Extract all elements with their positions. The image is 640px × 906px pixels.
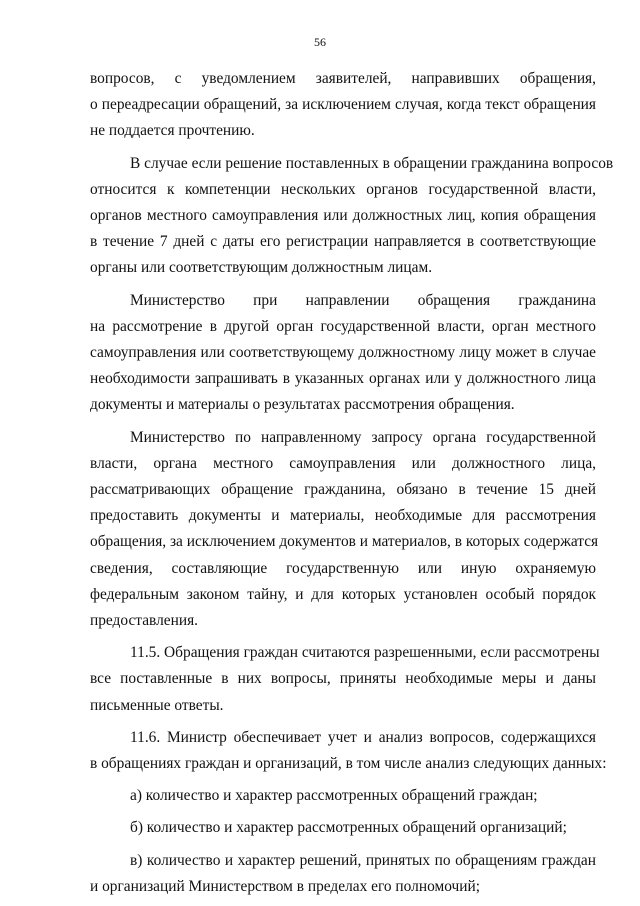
text-line: не поддается прочтению. bbox=[90, 122, 255, 140]
text-line: необходимости запрашивать в указанных органах или у должностного лица bbox=[90, 370, 596, 388]
text-line: о переадресации обращений, за исключением случая, когда текст обращения bbox=[90, 96, 596, 114]
paragraph-ministry-obligation bbox=[90, 425, 599, 635]
text-line: и организаций Министерством в пределах его полномочий; bbox=[90, 877, 481, 895]
text-line: документы и материалы о результатах рассмотрения обращения. bbox=[90, 396, 515, 414]
text-line: сведения, составляющие государственную или иную охраняемую bbox=[90, 559, 596, 577]
paragraph-section-11-6 bbox=[90, 725, 607, 777]
text-line: предоставить документы и материалы, необходимые для рассмотрения bbox=[90, 507, 596, 525]
text-line: обращения, за исключением документов и материалов, в которых содержатся bbox=[90, 533, 599, 551]
text-line: 11.5. Обращения граждан считаются разрешенными, если рассмотрены bbox=[130, 644, 600, 662]
text-line: а) количество и характер рассмотренных обращений граждан; bbox=[130, 787, 538, 805]
text-line: федеральным законом тайну, и для которых установлен особый порядок bbox=[90, 585, 596, 603]
text-line: в течение 7 дней с даты его регистрации направляется в соответствующие bbox=[90, 233, 596, 251]
text-line: власти, органа местного самоуправления или должностного лица, bbox=[90, 454, 596, 472]
page-number: 56 bbox=[314, 35, 326, 49]
text-line: все поставленные в них вопросы, приняты необходимые меры и даны bbox=[90, 670, 596, 688]
text-line: 11.6. Министр обеспечивает учет и анализ вопросов, содержащихся bbox=[130, 728, 596, 746]
text-line: в) количество и характер решений, принятых по обращениям граждан bbox=[130, 851, 596, 869]
text-line: Министерство при направлении обращения гражданина bbox=[130, 291, 596, 309]
list-item-v bbox=[90, 848, 596, 900]
text-line: б) количество и характер рассмотренных обращений организаций; bbox=[130, 819, 567, 837]
paragraph-ministry-request bbox=[90, 288, 596, 419]
text-line: рассматривающих обращение гражданина, обязано в течение 15 дней bbox=[90, 481, 596, 499]
document-body bbox=[90, 66, 614, 906]
text-line: В случае если решение поставленных в обращении гражданина вопросов bbox=[130, 154, 614, 172]
text-line: относится к компетенции нескольких органов государственной власти, bbox=[90, 180, 596, 198]
text-line: письменные ответы. bbox=[90, 696, 224, 714]
text-line: органов местного самоуправления или должностных лиц, копия обращения bbox=[90, 207, 596, 225]
text-line: вопросов, с уведомлением заявителей, направивших обращения, bbox=[90, 70, 596, 87]
text-line: в обращениях граждан и организаций, в том числе анализ следующих данных: bbox=[90, 755, 607, 773]
text-line: на рассмотрение в другой орган государственной власти, орган местного bbox=[90, 317, 596, 335]
text-line: Министерство по направленному запросу органа государственной bbox=[130, 428, 596, 446]
paragraph-section-11-5 bbox=[90, 640, 600, 719]
text-line: предоставления. bbox=[90, 612, 199, 630]
paragraph-continuation bbox=[90, 66, 596, 145]
paragraph-multiple-competence bbox=[90, 151, 614, 282]
list-item-b bbox=[90, 815, 596, 841]
list-item-a bbox=[90, 783, 596, 809]
text-line: органы или соответствующим должностным лицам. bbox=[90, 259, 433, 277]
text-line: самоуправления или соответствующему должностному лицу может в случае bbox=[90, 344, 596, 362]
